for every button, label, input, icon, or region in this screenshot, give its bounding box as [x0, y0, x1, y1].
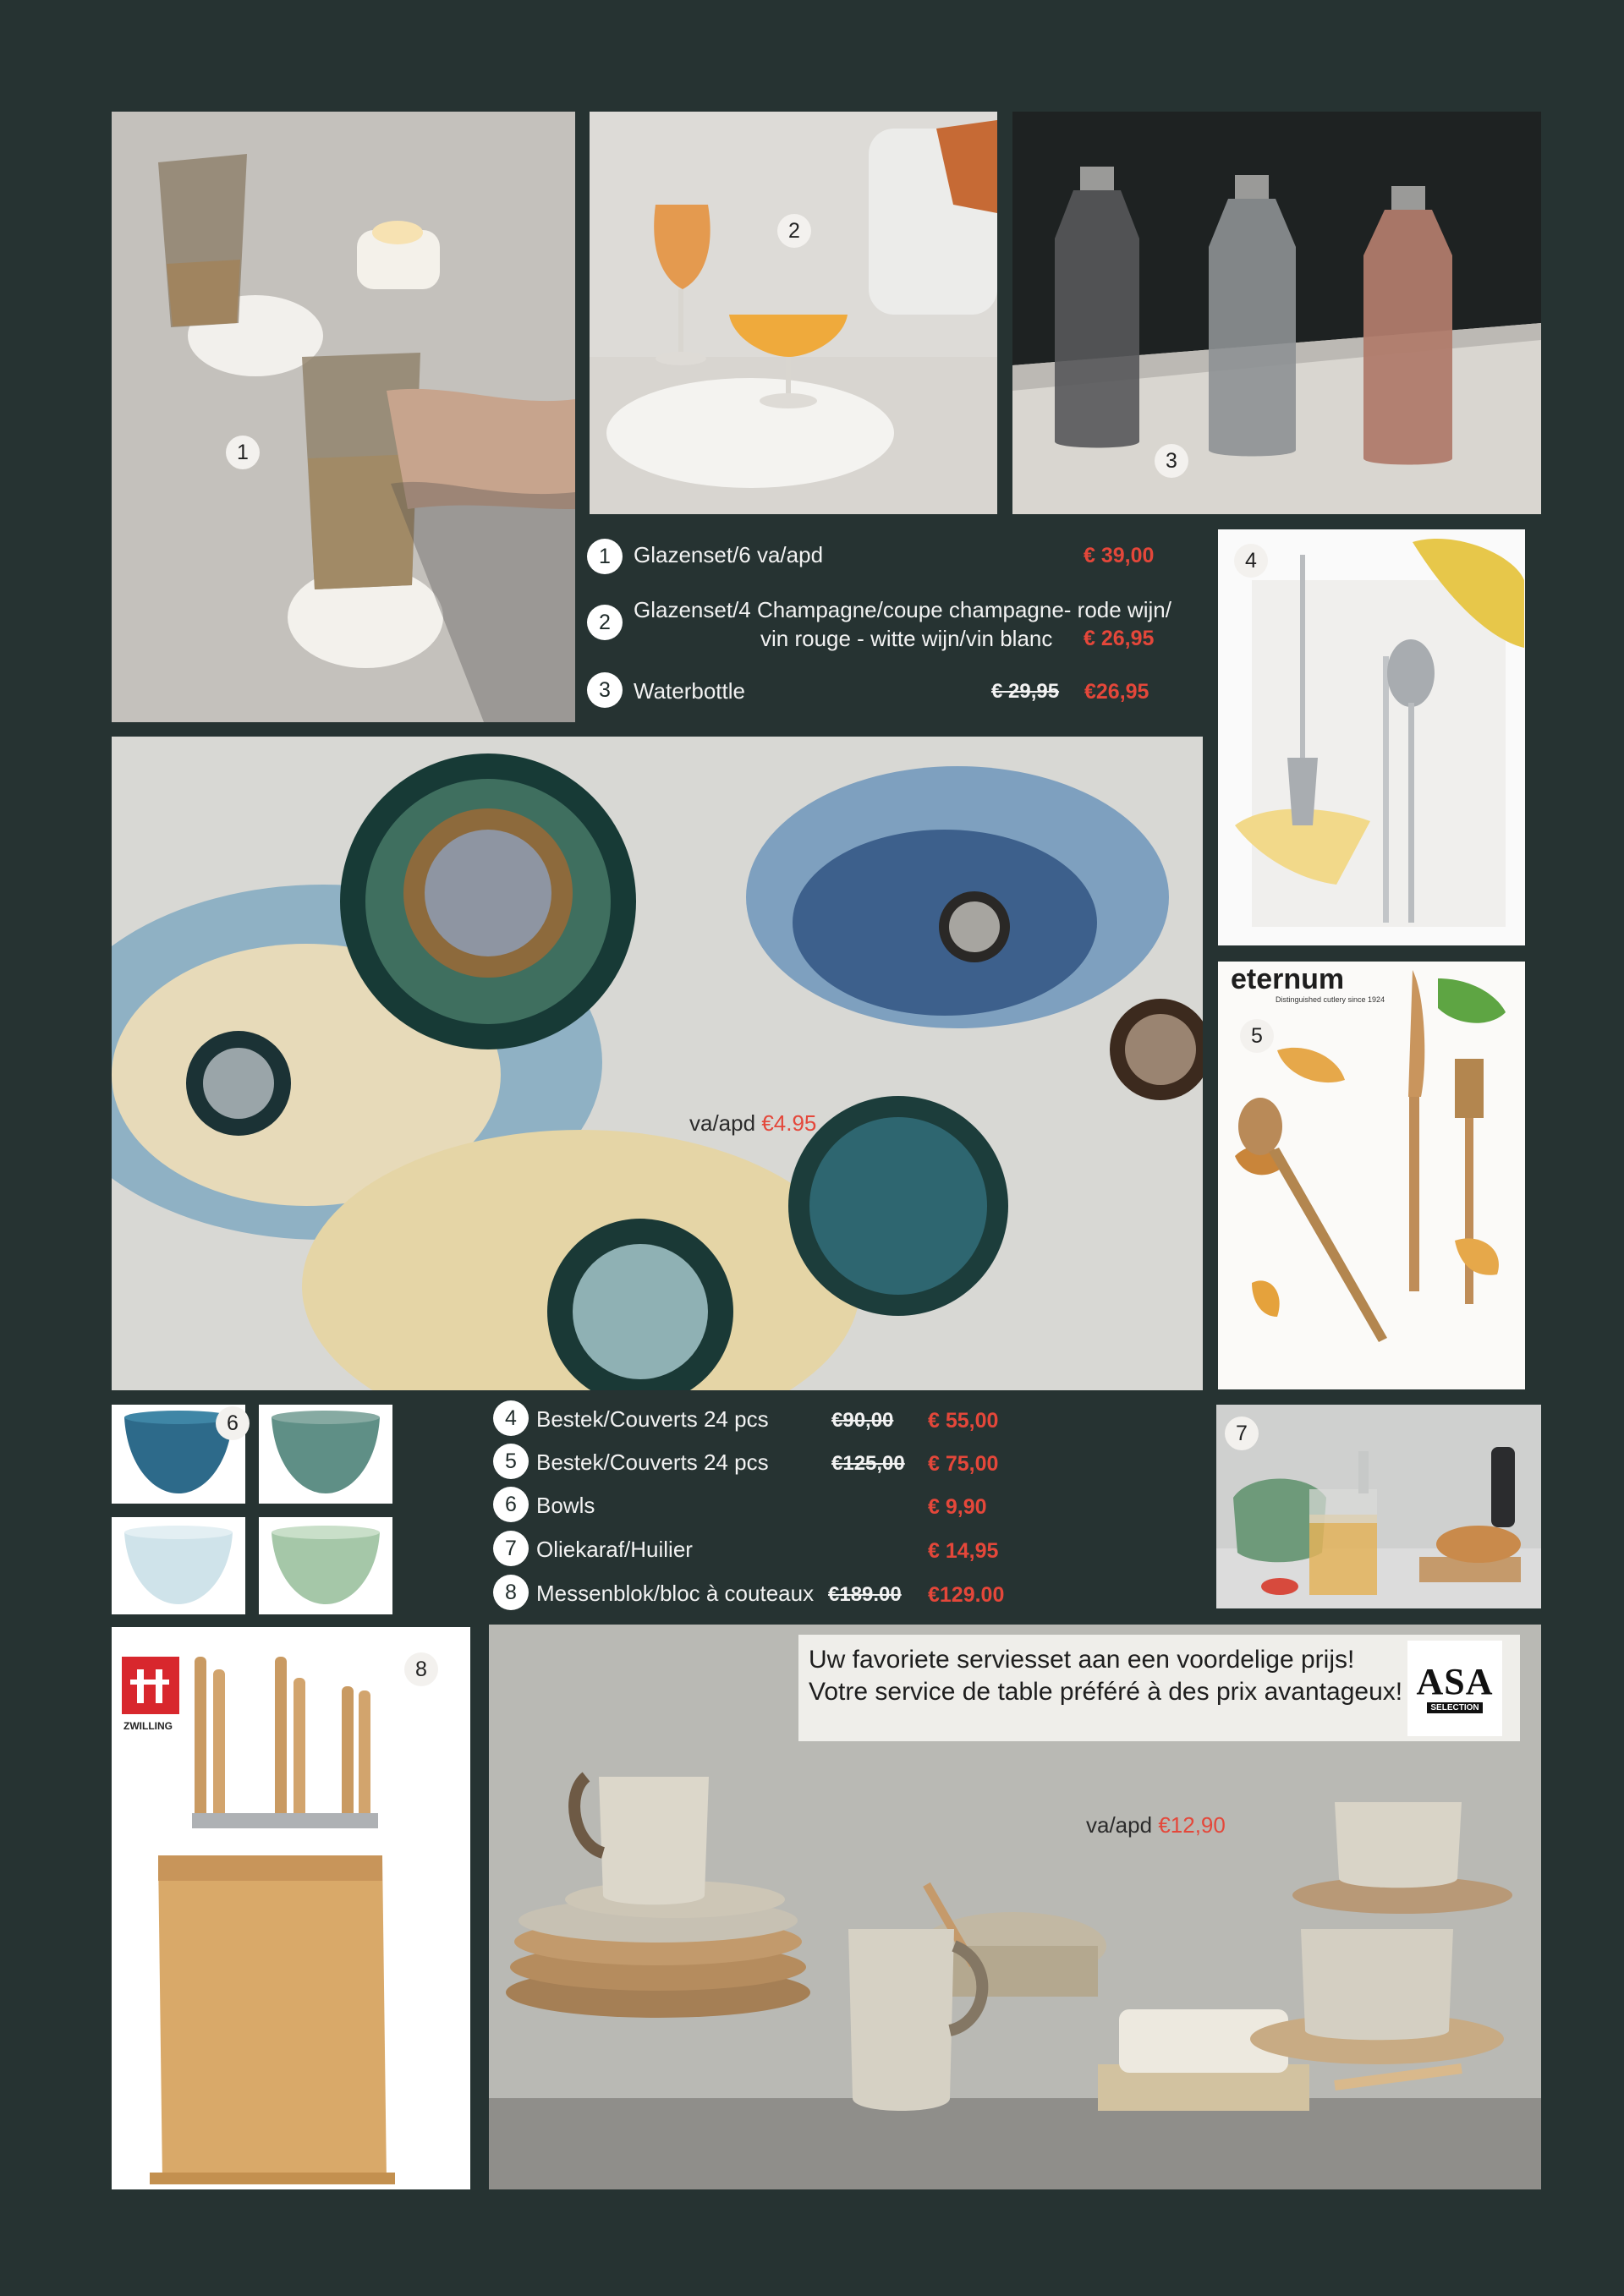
- glass-item-name: Waterbottle: [634, 678, 745, 704]
- photo-badge-6: 6: [216, 1406, 250, 1440]
- dinnerware-price-value: €4.95: [761, 1110, 817, 1136]
- list-badge-4: 4: [493, 1400, 529, 1436]
- photo-badge-8: 8: [404, 1652, 438, 1686]
- glass-item-name-line2: vin rouge - witte wijn/vin blanc: [760, 626, 1053, 651]
- list-badge-2: 2: [587, 605, 623, 640]
- list-badge-7: 7: [493, 1531, 529, 1566]
- product-name: Oliekaraf/Huilier: [536, 1537, 693, 1562]
- photo-bowl-clear: [112, 1517, 245, 1614]
- list-badge-8: 8: [493, 1575, 529, 1610]
- glass-item-price: € 39,00: [1084, 544, 1155, 567]
- service-price-value: €12,90: [1158, 1812, 1226, 1838]
- product-price: € 14,95: [928, 1539, 999, 1563]
- product-old-price: €90,00: [831, 1409, 894, 1432]
- promo-line2: Votre service de table préféré à des prix avantageux!: [809, 1678, 1403, 1706]
- photo-oil-carafe: [1216, 1405, 1541, 1608]
- photo-knife-block: [112, 1627, 470, 2189]
- service-price-label: va/apd: [1086, 1812, 1153, 1838]
- photo-badge-4: 4: [1234, 544, 1268, 578]
- asa-logo-text: ASA: [1416, 1661, 1494, 1702]
- dinnerware-price-label: va/apd: [689, 1110, 756, 1136]
- eternum-logo: eternum: [1231, 963, 1345, 995]
- zwilling-logo-text: ZWILLING: [123, 1720, 173, 1732]
- product-old-price: €125,00: [831, 1452, 905, 1475]
- photo-badge-2: 2: [777, 214, 811, 248]
- service-price: [1086, 1812, 1226, 1838]
- photo-badge-7: 7: [1225, 1417, 1259, 1450]
- photo-badge-1: 1: [226, 436, 260, 469]
- glass-item-price: €26,95: [1084, 680, 1149, 704]
- photo-bowl-green: [259, 1405, 392, 1504]
- eternum-tagline: Distinguished cutlery since 1924: [1276, 995, 1385, 1004]
- glass-item-name: Glazenset/4 Champagne/coupe champagne- rode wijn/: [634, 597, 1171, 622]
- list-badge-6: 6: [493, 1487, 529, 1522]
- photo-dinnerware: [112, 737, 1203, 1390]
- photo-cutlery-silver: [1218, 529, 1525, 945]
- glass-item-old-price: € 29,95: [991, 680, 1060, 703]
- dinnerware-price: [689, 1110, 816, 1137]
- photo-bowl-speckled: [259, 1517, 392, 1614]
- photo-cutlery-gold: [1218, 962, 1525, 1389]
- product-old-price: €189.00: [828, 1583, 902, 1606]
- product-price: € 55,00: [928, 1409, 999, 1433]
- product-name: Bestek/Couverts 24 pcs: [536, 1406, 769, 1432]
- product-name: Messenblok/bloc à couteaux: [536, 1581, 815, 1606]
- asa-logo-sub: SELECTION: [1427, 1702, 1482, 1713]
- photo-ceramic-service: [489, 1625, 1541, 2189]
- promo-line1: Uw favoriete serviesset aan een voordelige prijs!: [809, 1646, 1355, 1674]
- photo-badge-5: 5: [1240, 1019, 1274, 1053]
- photo-waterbottles: [1012, 112, 1541, 514]
- photo-glass-set: [112, 112, 575, 722]
- list-badge-3: 3: [587, 672, 623, 708]
- product-price: €129.00: [928, 1583, 1005, 1607]
- asa-logo: [1407, 1641, 1502, 1736]
- product-name: Bestek/Couverts 24 pcs: [536, 1449, 769, 1475]
- product-price: € 9,90: [928, 1495, 987, 1519]
- photo-champagne-glasses: [590, 112, 997, 514]
- product-price: € 75,00: [928, 1452, 999, 1476]
- photo-badge-3: 3: [1155, 444, 1188, 478]
- product-name: Bowls: [536, 1493, 595, 1518]
- list-badge-1: 1: [587, 539, 623, 574]
- glass-item-price: € 26,95: [1084, 627, 1155, 650]
- list-badge-5: 5: [493, 1444, 529, 1479]
- glass-item-name: Glazenset/6 va/apd: [634, 542, 824, 567]
